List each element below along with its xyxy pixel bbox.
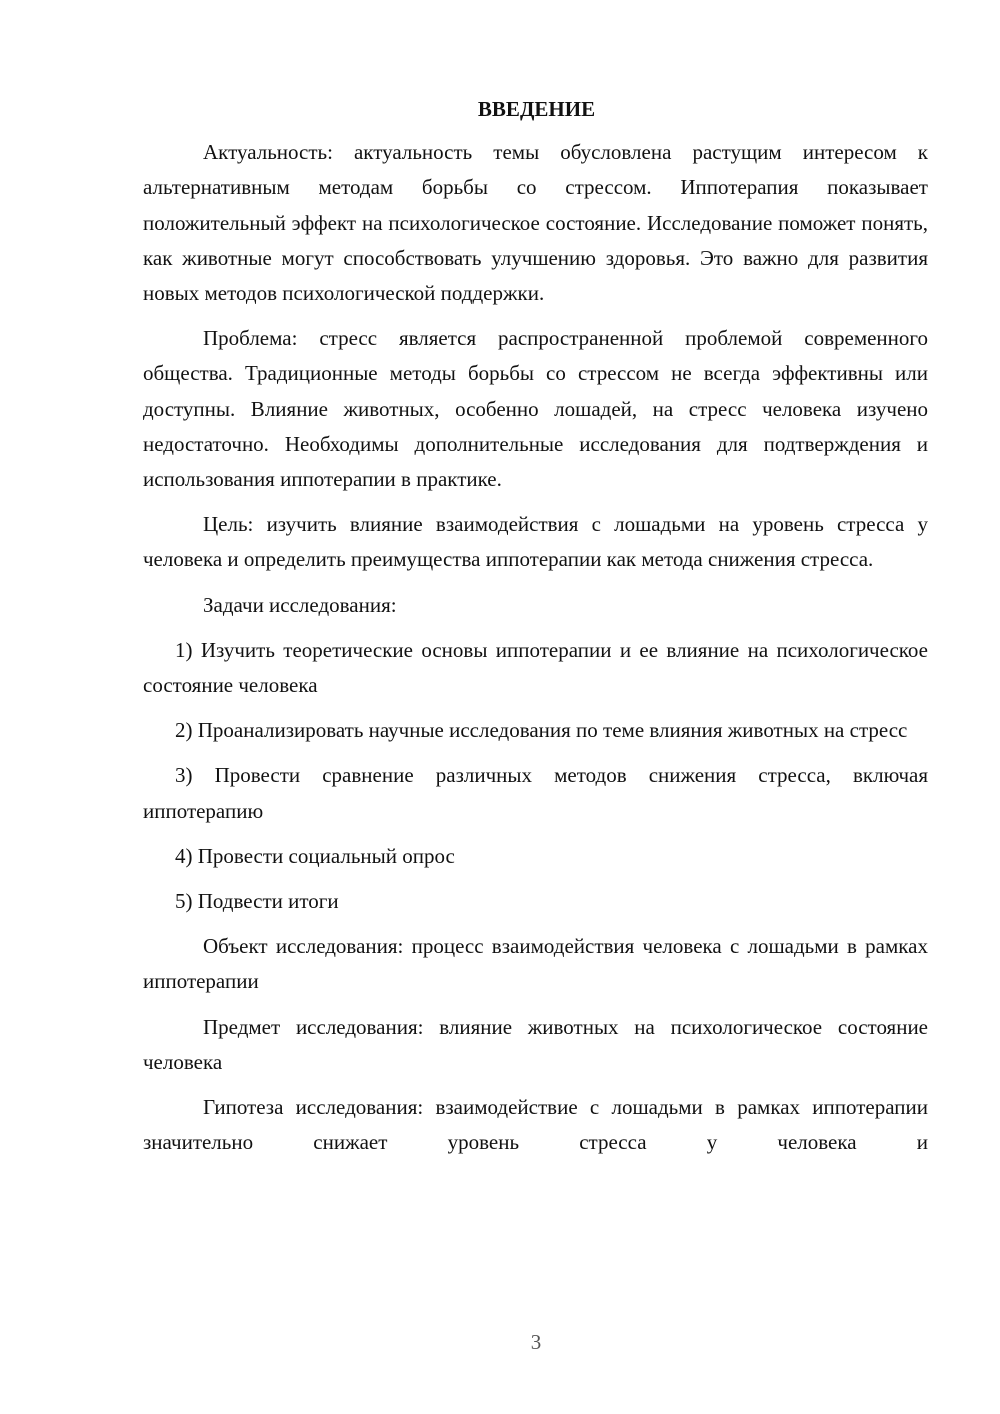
page-number: 3	[530, 1330, 542, 1354]
list-item: 3) Провести сравнение различных методов снижения стресса, включая иппотерапию	[143, 763, 928, 823]
list-item: 1) Изучить теоретические основы иппотерапии и ее влияние на психологическое состояние человека	[143, 637, 928, 698]
list-item: 4) Провести социальный опрос	[175, 843, 455, 868]
section-title: ВВЕДЕНИЕ	[477, 97, 596, 121]
list-item: 2) Проанализировать научные исследования по теме влияния животных на стресс	[175, 718, 908, 743]
list-item: 5) Подвести итоги	[175, 889, 339, 914]
document-page	[143, 92, 928, 1170]
tasks-heading: Задачи исследования:	[203, 592, 397, 617]
hypothesis-paragraph: Гипотеза исследования: взаимодействие с лошадьми в рамках иппотерапии значительно снижает уровень стресса у человека и	[143, 1095, 928, 1155]
subject-paragraph: Предмет исследования: влияние животных на психологическое состояние человека	[143, 1014, 928, 1074]
goal-paragraph: Цель: изучить влияние взаимодействия с лошадьми на уровень стресса у человека и определить преимущества иппотерапии как метода снижения стресса.	[143, 512, 928, 572]
tasks-list	[143, 633, 928, 919]
object-paragraph: Объект исследования: процесс взаимодействия человека с лошадьми в рамках иппотерапии	[143, 934, 928, 994]
problem-paragraph: Проблема: стресс является распространенной проблемой современного общества. Традиционные методы борьбы со стрессом не всегда эффективны или доступны. Влияние животных, особенно лошадей, на стресс человека изучено недостаточно. Необходимы дополнительные исследования для подтверждения и использования иппотерапии в практике.	[143, 326, 928, 492]
relevance-paragraph: Актуальность: актуальность темы обусловлена растущим интересом к альтернативным методам борьбы со стрессом. Иппотерапия показывает положительный эффект на психологическое состояние. Исследование поможет понять, как животные могут способствовать улучшению здоровья. Это важно для развития новых методов психологической поддержки.	[143, 140, 928, 306]
